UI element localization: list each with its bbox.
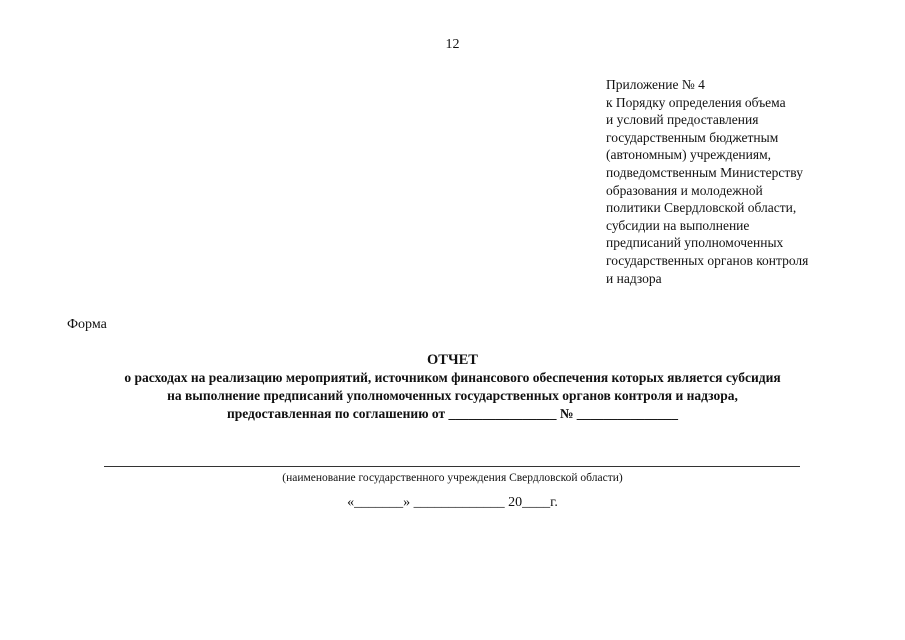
report-title-block [0,351,905,423]
appendix-line: политики Свердловской области, [606,200,797,216]
report-subtitle-line: на выполнение предписаний уполномоченных государственных органов контроля и надзора, [167,388,738,403]
form-label: Форма [67,317,107,332]
appendix-line: Приложение № 4 [606,77,705,92]
report-subtitle-line: о расходах на реализацию мероприятий, источником финансового обеспечения которых является субсидия [124,370,781,385]
appendix-line: государственным бюджетным [606,129,779,145]
date-line: «_______» _____________ 20____г. [347,495,558,510]
page-number: 12 [445,37,460,52]
appendix-line: и условий предоставления [606,112,759,128]
appendix-line: и надзора [606,270,662,286]
appendix-line: подведомственным Министерству [606,164,803,180]
report-subtitle-line: предоставленная по соглашению от ________________ № _______________ [226,406,679,421]
appendix-line: предписаний уполномоченных [606,235,784,251]
appendix-line: (автономным) учреждениям, [606,147,772,163]
appendix-line: к Порядку определения объема [606,94,786,110]
institution-name-line [104,466,800,467]
report-title: ОТЧЕТ [427,352,478,368]
appendix-line: образования и молодежной [606,182,763,198]
institution-caption: (наименование государственного учреждения Свердловской области) [282,472,623,484]
appendix-line: субсидии на выполнение [606,217,750,233]
appendix-header [606,76,846,287]
appendix-line: государственных органов контроля [606,252,809,268]
